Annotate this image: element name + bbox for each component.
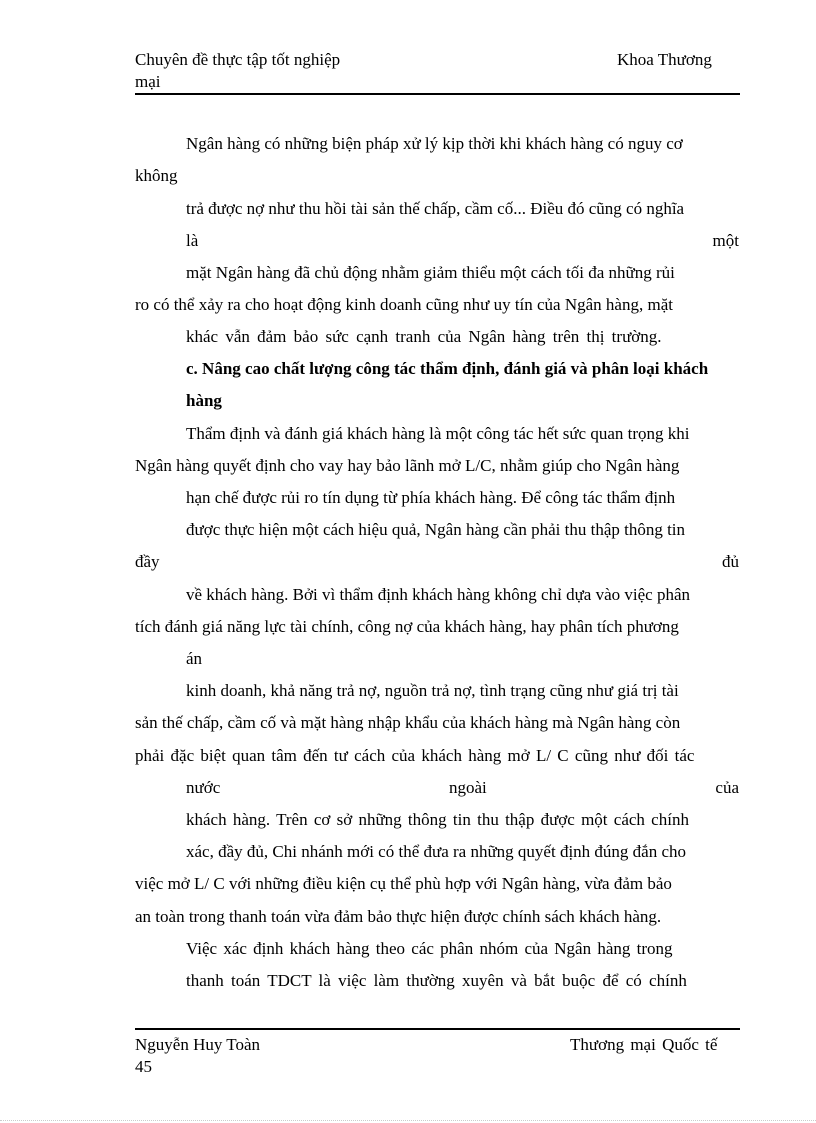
text-line: về khách hàng. Bởi vì thẩm định khách hàng không chỉ dựa vào việc phân	[186, 585, 690, 604]
section-heading: c. Nâng cao chất lượng công tác thẩm định, đánh giá và phân loại khách	[186, 359, 709, 378]
text-line: thanh toán TDCT là việc làm thường xuyên và bắt buộc để có chính	[186, 971, 687, 990]
text-line: việc mở L/ C với những điều kiện cụ thể phù hợp với Ngân hàng, vừa đảm bảo	[135, 874, 672, 893]
text-word: của	[715, 778, 739, 797]
text-line: Ngân hàng có những biện pháp xử lý kịp thời khi khách hàng có nguy cơ	[186, 134, 683, 153]
text-line: được thực hiện một cách hiệu quả, Ngân hàng cần phải thu thập thông tin	[186, 520, 686, 539]
text-line: xác, đầy đủ, Chi nhánh mới có thể đưa ra những quyết định đúng đắn cho	[186, 842, 687, 861]
footer-rule	[135, 1028, 740, 1030]
page-number: 45	[135, 1057, 152, 1076]
text-line	[186, 230, 739, 252]
footer-right: Thương mại Quốc tế	[570, 1035, 718, 1054]
section-heading-cont: hàng	[186, 391, 222, 410]
text-line: trả được nợ như thu hồi tài sản thế chấp, cầm cố... Điều đó cũng có nghĩa	[186, 199, 685, 218]
text-word: một	[712, 231, 739, 250]
text-line: án	[186, 649, 203, 668]
text-line: hạn chế được rủi ro tín dụng từ phía khách hàng. Để công tác thẩm định	[186, 488, 676, 507]
text-line: tích đánh giá năng lực tài chính, công nợ của khách hàng, hay phân tích phương	[135, 617, 679, 636]
header-left-line1: Chuyên đề thực tập tốt nghiệp	[135, 50, 341, 69]
text-line	[186, 777, 739, 799]
header-rule	[135, 93, 740, 95]
text-word: ngoài	[448, 778, 487, 797]
header-left-line2: mại	[135, 72, 161, 91]
text-line: an toàn trong thanh toán vừa đảm bảo thực hiện được chính sách khách hàng.	[135, 907, 662, 926]
text-word: nước	[186, 778, 221, 797]
text-line: phải đặc biệt quan tâm đến tư cách của khách hàng mở L/ C cũng như đối tác	[135, 746, 695, 765]
header-right: Khoa Thương	[617, 50, 712, 69]
footer-author: Nguyễn Huy Toàn	[135, 1035, 261, 1054]
text-line	[135, 551, 739, 573]
text-line: khác vẫn đảm bảo sức cạnh tranh của Ngân hàng trên thị trường.	[186, 327, 662, 346]
text-line: ro có thể xảy ra cho hoạt động kinh doanh cũng như uy tín của Ngân hàng, mặt	[135, 295, 673, 314]
text-line: mặt Ngân hàng đã chủ động nhằm giảm thiểu một cách tối đa những rủi	[186, 263, 675, 282]
text-line: Việc xác định khách hàng theo các phân nhóm của Ngân hàng trong	[186, 939, 673, 958]
text-line: sản thế chấp, cầm cố và mặt hàng nhập khẩu của khách hàng mà Ngân hàng còn	[135, 713, 681, 732]
text-line: kinh doanh, khả năng trả nợ, nguồn trả nợ, tình trạng cũng như giá trị tài	[186, 681, 679, 700]
text-line: không	[135, 166, 178, 185]
text-line: khách hàng. Trên cơ sở những thông tin thu thập được một cách chính	[186, 810, 689, 829]
page-bottom-edge	[0, 1120, 816, 1121]
text-word: là	[186, 231, 199, 250]
text-line: Ngân hàng quyết định cho vay hay bảo lãnh mở L/C, nhằm giúp cho Ngân hàng	[135, 456, 680, 475]
text-word: đủ	[722, 552, 739, 571]
text-line: Thẩm định và đánh giá khách hàng là một công tác hết sức quan trọng khi	[186, 424, 690, 443]
text-word: đầy	[135, 552, 160, 571]
